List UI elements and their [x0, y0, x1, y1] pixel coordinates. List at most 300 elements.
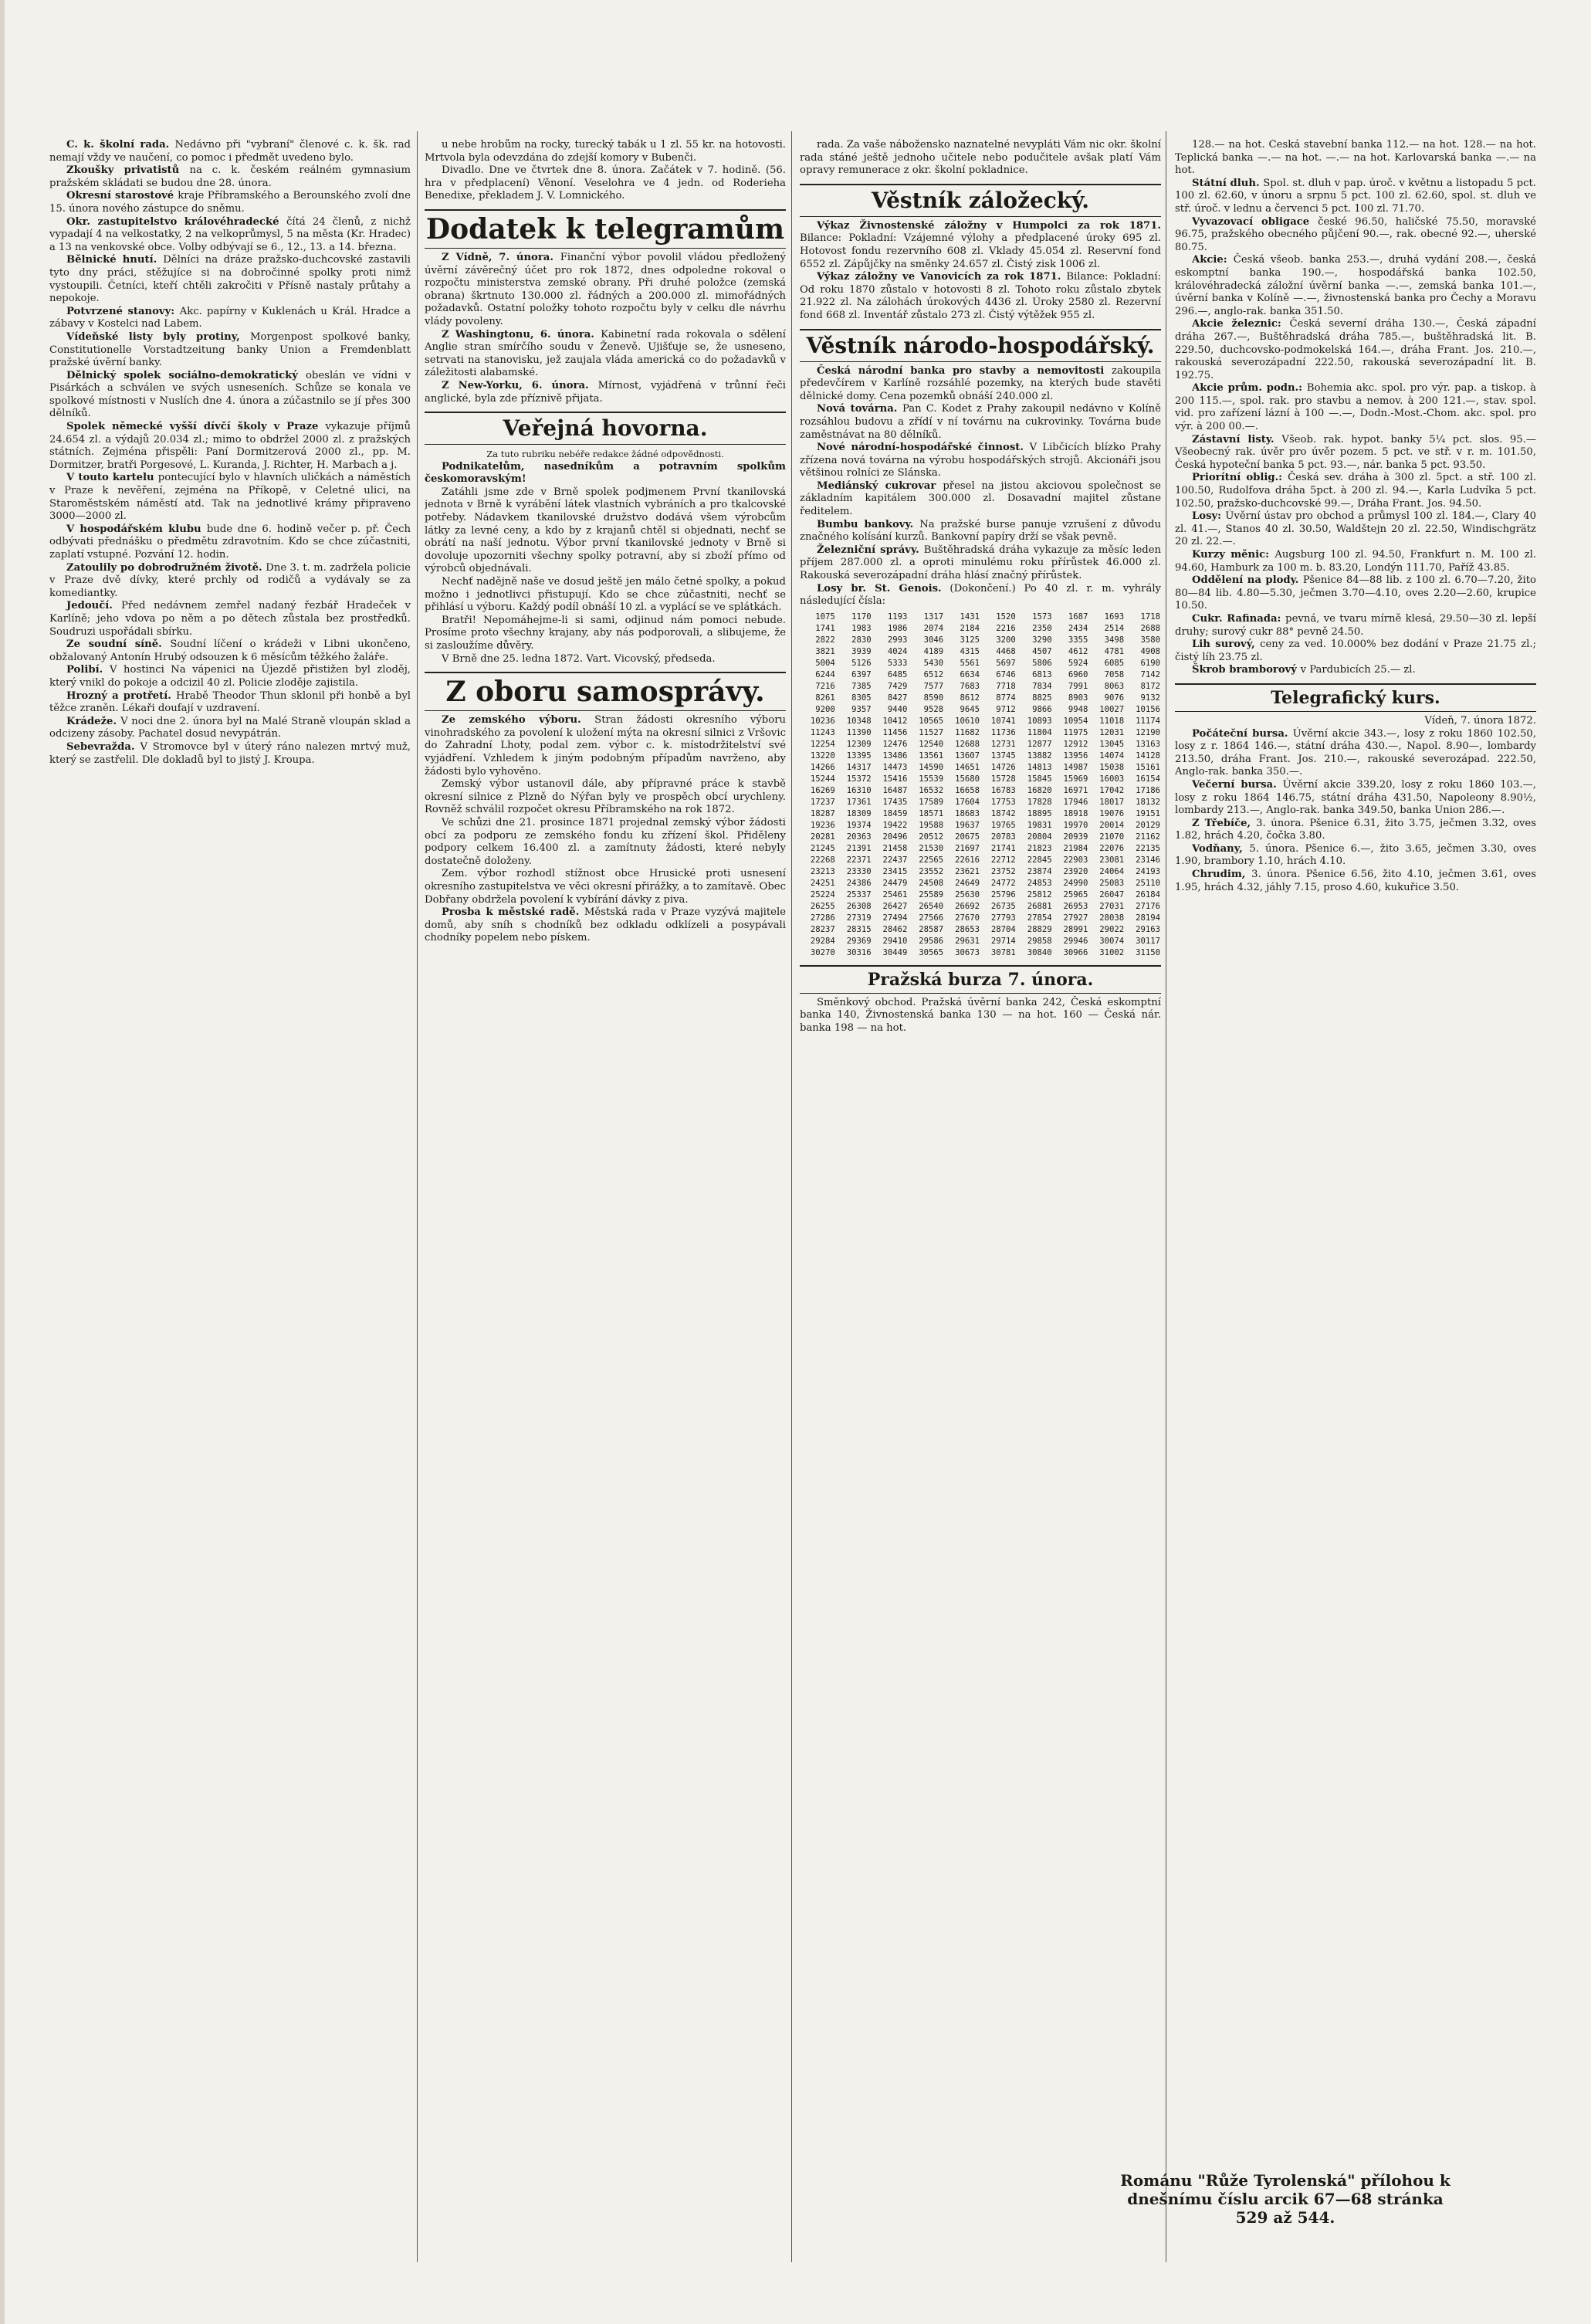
zalozna-paragraph-body: Bilance: Pokladní: Od roku 1870 zůstalo v hotovosti 8 zl. Tohoto roku zůstalo zbytek 21.922 zl. Na zálohách úrokových 4436 zl. Úroky 2580 zl. Rezervní fond 668 zl. Inventář zůstalo 273 zl. Čistý výtěžek 955 zl.	[800, 271, 1161, 321]
article-paragraph	[49, 741, 411, 767]
losy-number: 17753	[990, 797, 1016, 807]
losy-number: 9440	[887, 704, 908, 714]
losy-number: 17042	[1099, 785, 1125, 795]
losy-number: 19831	[1027, 820, 1052, 830]
losy-number: 8612	[960, 693, 980, 703]
telegram-paragraph-body: Mírnost, vyjádřená v trůnní řeči anglické, byla zde příznivě přijata.	[425, 379, 786, 405]
kurs-paragraph-title: Priorítní oblig.:	[1192, 472, 1288, 484]
losy-number: 20014	[1099, 820, 1125, 830]
losy-number: 15244	[810, 774, 835, 784]
article-paragraph-body: kraje Příbramského a Berounského zvolí dne 15. února nového zástupce do sněmu.	[49, 190, 411, 215]
losy-number: 4024	[887, 646, 908, 656]
losy-number: 26881	[1027, 901, 1052, 911]
telegraf-paragraph	[1175, 869, 1536, 894]
article-paragraph-title: Ze soudní síně.	[66, 639, 171, 651]
losy-number: 7577	[923, 681, 944, 691]
hospodarsky-paragraph-body: Pan C. Kodet z Prahy zakoupil nedávno v Kolíně rozsáhlou budovu a zřídí v ní továrnu na cukrovinky. Továrna bude zaměstnávat na 80 dělníků.	[800, 403, 1161, 441]
losy-number: 26184	[1136, 889, 1160, 899]
losy-number: 9948	[1068, 704, 1088, 714]
losy-number: 20129	[1136, 820, 1160, 830]
article-paragraph	[49, 306, 411, 331]
losy-number: 7216	[815, 681, 835, 691]
losy-number: 27670	[955, 913, 980, 923]
losy-number: 30270	[810, 947, 835, 957]
kurs-paragraph-title: Kurzy měnic:	[1192, 549, 1275, 561]
losy-number: 28038	[1099, 913, 1125, 923]
losy-number: 7683	[960, 681, 980, 691]
losy-number: 2434	[1068, 623, 1088, 633]
telegraf-paragraph-title: Chrudim,	[1192, 869, 1252, 881]
losy-row	[800, 635, 1161, 646]
losy-number: 12190	[1136, 727, 1160, 737]
article-paragraph-body: vykazuje příjmů 24.654 zl. a výdajů 20.034 zl.; mimo to obdržel 2000 zl. z pražských státních. Zejména přispěli: Paní Dormitzerová 2000 zl., pp. M. Dormitzer, bratři Porgesové, L. Kuranda, J. Richter, H. Marbach a j.	[49, 421, 411, 471]
losy-number: 29022	[1099, 924, 1125, 934]
kurs-paragraph-body: Augsburg 100 zl. 94.50, Frankfurt n. M. 100 zl. 94.60, Hamburk za 100 m. b. 83.20, Londýn 111.70, Paříž 43.85.	[1175, 549, 1536, 574]
losy-number: 17361	[846, 797, 872, 807]
losy-number: 10565	[919, 716, 944, 726]
article-paragraph	[49, 664, 411, 689]
article-paragraph-body: na c. k. českém reálném gymnasium pražském skládati se budou dne 28. února.	[49, 164, 411, 189]
losy-number: 28991	[1063, 924, 1088, 934]
zalozna-paragraph-title: Výkaz Živnostenské záložny v Humpolci za rok 1871.	[817, 219, 1161, 232]
losy-number: 24853	[1027, 878, 1052, 888]
article-paragraph-title: Zatoulily po dobrodružném životě.	[66, 561, 266, 574]
article-paragraph-body: V hostinci Na vápenici na Újezdě přistižen byl zloděj, který vnikl do pokoje a odcizil 40 zl. Policie zloděje zajistila.	[49, 664, 411, 689]
samosprava-paragraph-body: Zemský výbor ustanovil dále, aby přípravné práce k stavbě okresní silnice z Plzně do Nýřan byly ve prospěch obcí urychleny. Rovněž schválil rozpočet okresu Příbramského na rok 1872.	[425, 778, 786, 816]
hovorna-paragraph	[425, 461, 786, 486]
losy-row	[800, 843, 1161, 855]
kurs-paragraph	[1175, 664, 1536, 677]
kurs-paragraph-body: Všeob. rak. hypot. banky 5¼ pct. slos. 95.— Všeobecný rak. úvěr pro úvěr pozem. 5 pct. ve stř. v r. m. 101.50, Česká hypoteční banka 5 pct. 93.—, nár. banka 5 pct. 93.50.	[1175, 433, 1536, 471]
losy-number: 14473	[882, 762, 908, 772]
losy-number: 2216	[996, 623, 1016, 633]
column-3	[800, 139, 1161, 1035]
article-paragraph-title: Bělnické hnutí.	[66, 254, 164, 266]
losy-number: 26953	[1063, 901, 1088, 911]
losy-number: 1718	[1140, 611, 1160, 622]
losy-row	[800, 797, 1161, 808]
losy-number: 18459	[882, 808, 908, 818]
losy-number: 21162	[1136, 832, 1160, 842]
losy-number: 5806	[1032, 658, 1052, 668]
losy-number: 24064	[1099, 866, 1125, 876]
article-paragraph-title: Dělnický spolek sociálno-demokratický	[66, 369, 306, 381]
losy-number: 22135	[1136, 843, 1160, 853]
losy-number: 27854	[1027, 913, 1052, 923]
losy-number: 25461	[882, 889, 908, 899]
losy-number: 10741	[990, 716, 1016, 726]
samosprava-paragraph	[425, 714, 786, 778]
kurs-paragraph-title: Vyvazovací obligace	[1192, 215, 1318, 228]
losy-number: 26308	[846, 901, 872, 911]
losy-number: 9712	[996, 704, 1016, 714]
kurs-paragraph-title: Akcie železnic:	[1192, 318, 1290, 330]
article-paragraph-title: Vídeňské listy byly protiny,	[66, 330, 251, 343]
losy-number: 1193	[887, 611, 908, 622]
kurs-paragraph	[1175, 139, 1536, 178]
losy-number: 16003	[1099, 774, 1125, 784]
kurs-paragraph	[1175, 178, 1536, 216]
losy-number: 22437	[882, 855, 908, 865]
telegram-paragraph-body: Finanční výbor povolil vládou předložený úvěrní závěrečný účet pro rok 1872, dnes odpoledne rokoval o rozpočtu ministerstva zemské obrany. Při druhé položce (zemská obrana) škrtnuto 130.000 zl. řádných a 200.000 zl. mimořádných požadavků. Ostatní položky tohoto rozpočtu byly v celku dle návrhu vlády povoleny.	[425, 251, 786, 327]
losy-number: 3125	[960, 635, 980, 645]
samosprava-paragraph	[425, 778, 786, 817]
kurs-paragraph-body: Česká sev. dráha à 300 zl. 5pct. a stř. 100 zl. 100.50, Rudolfova dráha 5pct. à 200 zl. 94.—, Karla Ludvíka 5 pct. 102.50, pražsko-duchcovské 99.—, Dráha Frant. Jos. 94.50.	[1175, 472, 1536, 510]
losy-number: 20281	[810, 832, 835, 842]
losy-number: 23874	[1027, 866, 1052, 876]
losy-row	[800, 832, 1161, 843]
column-4	[1175, 139, 1536, 894]
losy-number: 11174	[1136, 716, 1160, 726]
losy-row	[800, 716, 1161, 727]
losy-number: 10027	[1099, 704, 1125, 714]
hospodarsky-paragraph-body: V Libčicích blízko Prahy zřízena nová továrna na výrobu hospodářských strojů. Akcionáři jsou většinou rolníci ze Slánska.	[800, 442, 1161, 479]
hospodarsky-paragraph-title: Nová továrna.	[817, 403, 902, 415]
article-paragraph-title: V hospodářském klubu	[66, 523, 207, 535]
losy-number: 19374	[846, 820, 872, 830]
losy-number: 4189	[923, 646, 944, 656]
losy-number: 9132	[1140, 693, 1160, 703]
losy-number: 10610	[955, 716, 980, 726]
samosprava-paragraph	[425, 817, 786, 868]
losy-number: 25630	[955, 889, 980, 899]
article-paragraph: u nebe hrobům na rocky, turecký tabák u 1 zl. 55 kr. na hotovosti. Mrtvola byla odevzdána do zdejší komory v Bubenči.	[425, 139, 786, 164]
losy-number: 12031	[1099, 727, 1125, 737]
hospodarsky-paragraph-title: Česká národní banka pro stavby a nemovitosti	[817, 364, 1112, 377]
losy-number: 8427	[887, 693, 908, 703]
losy-number: 1520	[996, 611, 1016, 622]
losy-number: 5333	[887, 658, 908, 668]
article-paragraph-body: V Stromovce byl v úterý ráno nalezen mrtvý muž, který se zastřelil. Dle dokladů byl to jistý J. Kroupa.	[49, 740, 411, 766]
losy-number: 8261	[815, 693, 835, 703]
losy-number: 9200	[815, 704, 835, 714]
losy-number: 26735	[990, 901, 1016, 911]
losy-number: 15680	[955, 774, 980, 784]
kurs-paragraph	[1175, 434, 1536, 473]
losy-number: 27031	[1099, 901, 1125, 911]
losy-number: 6244	[815, 669, 835, 679]
losy-number: 15372	[846, 774, 872, 784]
hovorna-paragraph-body: V Brně dne 25. ledna 1872. Vart. Vicovský, předseda.	[442, 652, 716, 665]
losy-number: 13882	[1027, 750, 1052, 761]
losy-number: 13486	[882, 750, 908, 761]
article-paragraph-title: Okresní starostové	[66, 190, 178, 202]
losy-number: 17946	[1063, 797, 1088, 807]
article-paragraph-title: Krádeže.	[66, 715, 121, 727]
article-paragraph-title: Hrozný a protřetí.	[66, 689, 176, 702]
kurs-paragraph-title: Oddělení na plody.	[1192, 574, 1303, 587]
losy-number: 18132	[1136, 797, 1160, 807]
article-paragraph-body: Akc. papírny v Kuklenách u Král. Hradce a zábavy v Kostelci nad Labem.	[49, 305, 411, 330]
kurs-paragraph-title: Akcie:	[1192, 254, 1234, 266]
losy-row	[800, 947, 1161, 959]
losy-number: 12688	[955, 739, 980, 749]
losy-title: Losy br. St. Genois.	[817, 582, 942, 595]
losy-number: 25337	[846, 889, 872, 899]
losy-number: 30117	[1136, 936, 1160, 946]
losy-number: 18571	[919, 808, 944, 818]
article-paragraph	[49, 254, 411, 305]
hovorna-paragraph-body: Bratři! Nepomáhejme-li si sami, odjinud nám pomoci nebude. Prosíme proto všechny krajany, aby nás podporovali, a slibujeme, že si zasloužíme důvěry.	[425, 614, 786, 652]
losy-number: 2074	[923, 623, 944, 633]
kurs-paragraph-body: Pšenice 84—88 lib. z 100 zl. 6.70—7.20, žito 80—84 lib. 4.80—5.30, ječmen 3.70—4.10, oves 2.20—2.60, krupice 10.50.	[1175, 574, 1536, 612]
hospodarsky-paragraph	[800, 403, 1161, 442]
losy-number: 7991	[1068, 681, 1088, 691]
article-paragraph-body: Hrabě Theodor Thun sklonil při honbě a byl těžce zraněn. Lékaři doufají v uzdravení.	[49, 689, 411, 715]
losy-number: 28653	[955, 924, 980, 934]
kurs-paragraph-body: 128.— na hot. Česká stavební banka 112.— na hot. 128.— na hot. Teplická banka —.— na hot. —.— na hot. Karlovarská banka —.— na hot.	[1175, 139, 1536, 177]
losy-number: 23752	[990, 866, 1016, 876]
losy-row	[800, 658, 1161, 669]
losy-number: 3355	[1068, 635, 1088, 645]
losy-number: 30840	[1027, 947, 1052, 957]
losy-number: 9645	[960, 704, 980, 714]
tel-date: Vídeň, 7. února 1872.	[1424, 714, 1536, 727]
losy-row	[800, 739, 1161, 750]
losy-number: 2830	[851, 635, 872, 645]
losy-number: 13395	[846, 750, 872, 761]
losy-number: 3821	[815, 646, 835, 656]
losy-number: 17186	[1136, 785, 1160, 795]
losy-number: 15845	[1027, 774, 1052, 784]
telegraf-paragraph	[1175, 818, 1536, 843]
samosprava-paragraph-body: Zem. výbor rozhodl stížnost obce Hrusické proti usnesení okresního zastupitelstva ve věci okresní přirážky, a to zamítavě. Obec Dobřany obdržela povolení k vybírání dávky z piva.	[425, 868, 786, 906]
telegraf-paragraph-body: Úvěrní akcie 339.20, losy z roku 1860 103.—, losy z roku 1864 146.75, státní dráha 431.50, Napoleony 8.90½, lombardy 213.—, Anglo-rak. banka 349.50, banka Union 286.—.	[1175, 778, 1536, 817]
article-paragraph-title: Polibí.	[66, 664, 110, 676]
losy-number: 18918	[1063, 808, 1088, 818]
losy-row	[800, 878, 1161, 889]
losy-number: 18309	[846, 808, 872, 818]
kurs-paragraph	[1175, 549, 1536, 574]
kurs-paragraph	[1175, 382, 1536, 433]
telegram-paragraph	[425, 252, 786, 329]
losy-number: 18017	[1099, 797, 1125, 807]
losy-number: 14128	[1136, 750, 1160, 761]
losy-text: (Dokončení.) Po 40 zl. r. m. vyhrály následující čísla:	[800, 582, 1161, 608]
kurs-paragraph-title: Cukr. Rafinada:	[1192, 612, 1286, 625]
losy-number: 29946	[1063, 936, 1088, 946]
hovorna-paragraph	[425, 653, 786, 666]
losy-number: 24193	[1136, 866, 1160, 876]
kurs-paragraph-body: Bohemia akc. spol. pro výr. pap. a tiskop. à 200 115.—, spol. rak. pro stavbu a nemov. à 200 121.—, stav. spol. vid. pro zařízení lázní à 100 —.—, Dodn.-Most.-Chom. akc. spol. pro výr. à 200 00.—.	[1175, 382, 1536, 433]
losy-number: 11736	[990, 727, 1016, 737]
losy-number: 11682	[955, 727, 980, 737]
losy-number: 2184	[960, 623, 980, 633]
losy-number: 8590	[923, 693, 944, 703]
losy-number: 21697	[955, 843, 980, 853]
kurs-paragraph	[1175, 318, 1536, 382]
losy-number: 16820	[1027, 785, 1052, 795]
kurs-paragraph	[1175, 216, 1536, 255]
article-paragraph	[49, 639, 411, 664]
losy-number: 2350	[1032, 623, 1052, 633]
losy-number: 29586	[919, 936, 944, 946]
losy-number: 8903	[1068, 693, 1088, 703]
losy-number: 5924	[1068, 658, 1088, 668]
telegraf-paragraph-title: Vodňany,	[1192, 842, 1250, 855]
losy-number: 17435	[882, 797, 908, 807]
losy-number: 9357	[851, 704, 872, 714]
losy-number: 18287	[810, 808, 835, 818]
losy-number: 1693	[1104, 611, 1125, 622]
losy-number: 14317	[846, 762, 872, 772]
footer-notice: Románu "Růže Tyrolenská" přílohou k dnešnímu číslu arcik 67—68 stránka 529 až 544.	[1120, 2171, 1451, 2227]
losy-number: 14726	[990, 762, 1016, 772]
losy-number: 24990	[1063, 878, 1088, 888]
column-1	[49, 139, 411, 767]
heading-vestnik-nh: Věstník národo-hospodářský.	[800, 329, 1161, 362]
losy-number: 26540	[919, 901, 944, 911]
zalozna-paragraph-title: Výkaz záložny ve Vanovicích za rok 1871.	[817, 271, 1067, 283]
losy-number: 19637	[955, 820, 980, 830]
losy-number: 24649	[955, 878, 980, 888]
heading-dodatek: Dodatek k telegramům	[425, 209, 786, 249]
losy-number: 3939	[851, 646, 872, 656]
losy-number: 25110	[1136, 878, 1160, 888]
losy-number: 1687	[1068, 611, 1088, 622]
losy-number: 16487	[882, 785, 908, 795]
losy-number: 9528	[923, 704, 944, 714]
losy-number: 27793	[990, 913, 1016, 923]
telegram-paragraph-title: Z New-Yorku, 6. února.	[442, 379, 598, 391]
column-rule	[791, 131, 792, 2262]
losy-number: 1741	[815, 623, 835, 633]
losy-number: 24479	[882, 878, 908, 888]
losy-number: 18683	[955, 808, 980, 818]
losy-number: 21391	[846, 843, 872, 853]
losy-table	[800, 611, 1161, 959]
losy-number: 4507	[1032, 646, 1052, 656]
losy-row	[800, 681, 1161, 693]
article-paragraph	[49, 164, 411, 190]
losy-row	[800, 646, 1161, 658]
losy-number: 19151	[1136, 808, 1160, 818]
hospodarsky-paragraph-body: Na pražské burse panuje vzrušení z důvodu značného kolísání kurzů. Bankovní papíry drží se však pevně.	[800, 518, 1161, 544]
losy-number: 11975	[1063, 727, 1088, 737]
losy-number: 19236	[810, 820, 835, 830]
hovorna-paragraph-body: Nechť nadějně naše ve dosud ještě jen málo četné spolky, a pokud možno i jednotlivci přistupují. Kdo se chce zúčastniti, nechť se přihlásí u výboru. Každý podíl obnáší 10 zl. a vyplácí se ve splátkách.	[425, 576, 786, 614]
losy-number: 11243	[810, 727, 835, 737]
article-paragraph-body: Morgenpost spolkové banky, Constitutionelle Vorstadtzeitung banky Union a Fremdenblatt pražské úvěrní banky.	[49, 330, 411, 369]
heading-vestnik-zaloz: Věstník záložecký.	[800, 184, 1161, 217]
losy-number: 30565	[919, 947, 944, 957]
losy-number: 20496	[882, 832, 908, 842]
losy-number: 21245	[810, 843, 835, 853]
losy-number: 9076	[1104, 693, 1125, 703]
losy-number: 8825	[1032, 693, 1052, 703]
losy-number: 1431	[960, 611, 980, 622]
losy-row	[800, 623, 1161, 635]
telegraf-paragraph-title: Z Třebíče,	[1192, 817, 1257, 829]
article-paragraph	[49, 216, 411, 255]
losy-number: 14813	[1027, 762, 1052, 772]
article-paragraph-body: Před nedávnem zemřel nadaný řezbář Hradeček v Karlíně; jeho vdova po něm a po dětech zůstala bez prostředků. Soudruzi uspořádali sbírku.	[49, 600, 411, 638]
col3-intro: rada. Za vaše nábožensko naznatelné nevypláti Vám nic okr. školní rada stáné ještě jednoho učitele nebo podučitele avšak platí Vám opravy remunerace z okr. školní pokladnice.	[800, 139, 1161, 177]
losy-number: 18742	[990, 808, 1016, 818]
losy-number: 8172	[1140, 681, 1160, 691]
losy-number: 8774	[996, 693, 1016, 703]
losy-number: 7142	[1140, 669, 1160, 679]
losy-number: 3200	[996, 635, 1016, 645]
losy-number: 25812	[1027, 889, 1052, 899]
losy-number: 14590	[919, 762, 944, 772]
losy-number: 5697	[996, 658, 1016, 668]
losy-number: 22371	[846, 855, 872, 865]
losy-number: 14987	[1063, 762, 1088, 772]
losy-number: 20675	[955, 832, 980, 842]
losy-number: 21823	[1027, 843, 1052, 853]
article-paragraph	[49, 523, 411, 562]
losy-number: 6960	[1068, 669, 1088, 679]
losy-number: 27286	[810, 913, 835, 923]
hospodarsky-paragraph-title: Mediánský cukrovar	[817, 479, 943, 492]
kurs-paragraph-title: Státní dluh.	[1192, 177, 1264, 189]
losy-number: 29631	[955, 936, 980, 946]
kurs-paragraph-body: Úvěrní ústav pro obchod a průmysl 100 zl. 184.—, Clary 40 zl. 41.—, Stanos 40 zl. 30.50, Waldštejn 20 zl. 22.50, Windischgrätz 20 zl. 22.—.	[1175, 510, 1536, 548]
losy-number: 13163	[1136, 739, 1160, 749]
article-paragraph-body: V noci dne 2. února byl na Malé Straně vloupán sklad a odcizeny zásoby. Pachatel dosud nevypátrán.	[49, 715, 411, 740]
losy-number: 1170	[851, 611, 872, 622]
losy-number: 28237	[810, 924, 835, 934]
article-paragraph	[49, 370, 411, 421]
losy-row	[800, 936, 1161, 947]
heading-oboru: Z oboru samosprávy.	[425, 672, 786, 711]
losy-number: 16658	[955, 785, 980, 795]
losy-number: 12476	[882, 739, 908, 749]
losy-number: 6746	[996, 669, 1016, 679]
article-paragraph-body: bude dne 6. hodině večer p. př. Čech odbývati přednášku o předmětu zdravotním. Kdo se chce zúčastniti, zaplatí vstupné. Pozvání 12. hodin.	[49, 523, 411, 561]
losy-number: 10236	[810, 716, 835, 726]
losy-number: 24386	[846, 878, 872, 888]
losy-number: 10954	[1063, 716, 1088, 726]
losy-number: 26047	[1099, 889, 1125, 899]
losy-number: 5126	[851, 658, 872, 668]
losy-number: 3290	[1032, 635, 1052, 645]
losy-number: 6190	[1140, 658, 1160, 668]
losy-number: 29284	[810, 936, 835, 946]
hospodarsky-paragraph-body: Buštěhradská dráha vykazuje za měsíc leden příjem 287.000 zl. a oproti minulému roku přírůstek 46.000 zl. Rakouská severozápadní dráha hlásí značný přírůstek.	[800, 544, 1161, 582]
kurs-paragraph-body: Spol. st. dluh v pap. úroč. v květnu a listopadu 5 pct. 100 zl. 62.60, v únoru a srpnu 5 pct. 100 zl. 62.60, spol. st. dluh ve stř. úroč. v lednu a červenci 5 pct. 100 zl. 71.70.	[1175, 177, 1536, 215]
losy-number: 29858	[1027, 936, 1052, 946]
article-paragraph-body: pontecující bylo v hlavních uličkách a náměstích v Praze k nevěření, zejména na Příkopě, v Celetné ulici, na Staroměstském náměstí atd. Tak na jednotlivé krámy připraveno 3000—2000 zl.	[49, 472, 411, 523]
losy-number: 28587	[919, 924, 944, 934]
telegraf-paragraph-body: 3. února. Pšenice 6.56, žito 4.10, ječmen 3.61, oves 1.95, hrách 4.32, jáhly 7.15, proso 4.60, kukuřice 3.50.	[1175, 869, 1536, 893]
telegraf-paragraph	[1175, 779, 1536, 818]
telegraf-paragraph-body: 5. února. Pšenice 6.—, žito 3.65, ječmen 3.30, oves 1.90, brambory 1.10, hrách 4.10.	[1175, 842, 1536, 868]
kurs-paragraph-body: pevná, ve tvaru mírně klesá, 29.50—30 zl. lepší druhy; surový cukr 88° pevně 24.50.	[1175, 612, 1536, 638]
hospodarsky-paragraph	[800, 442, 1161, 480]
losy-row	[800, 611, 1161, 623]
losy-number: 28194	[1136, 913, 1160, 923]
hospodarsky-paragraph-body: přesel na jistou akciovou společnost se základním kapitálem 300.000 zl. Dosavadní majitel zůstane ředitelem.	[800, 479, 1161, 518]
losy-number: 8305	[851, 693, 872, 703]
hovorna-paragraph	[425, 486, 786, 576]
losy-number: 2688	[1140, 623, 1160, 633]
losy-number: 3580	[1140, 635, 1160, 645]
losy-number: 29714	[990, 936, 1016, 946]
losy-number: 23213	[810, 866, 835, 876]
losy-number: 6813	[1032, 669, 1052, 679]
losy-number: 13561	[919, 750, 944, 761]
samosprava-paragraph-title: Ze zemského výboru.	[442, 714, 595, 727]
losy-number: 25083	[1099, 878, 1125, 888]
article-paragraph-body: Dělníci na dráze pražsko-duchcovské zastavili tyto dny práci, stěžujíce si na dobročinné spolky proti nimž vystoupili. Četníci, kteří chtěli zakročiti v Přísně nastaly průtahy a nepokoje.	[49, 254, 411, 305]
zalozna-paragraph	[800, 220, 1161, 271]
losy-number: 15416	[882, 774, 908, 784]
kurs-paragraph-body: ceny za ved. 10.000% bez dodání v Praze 21.75 zl.; čistý líh 23.75 zl.	[1175, 639, 1536, 663]
losy-number: 19588	[919, 820, 944, 830]
losy-number: 8063	[1104, 681, 1125, 691]
